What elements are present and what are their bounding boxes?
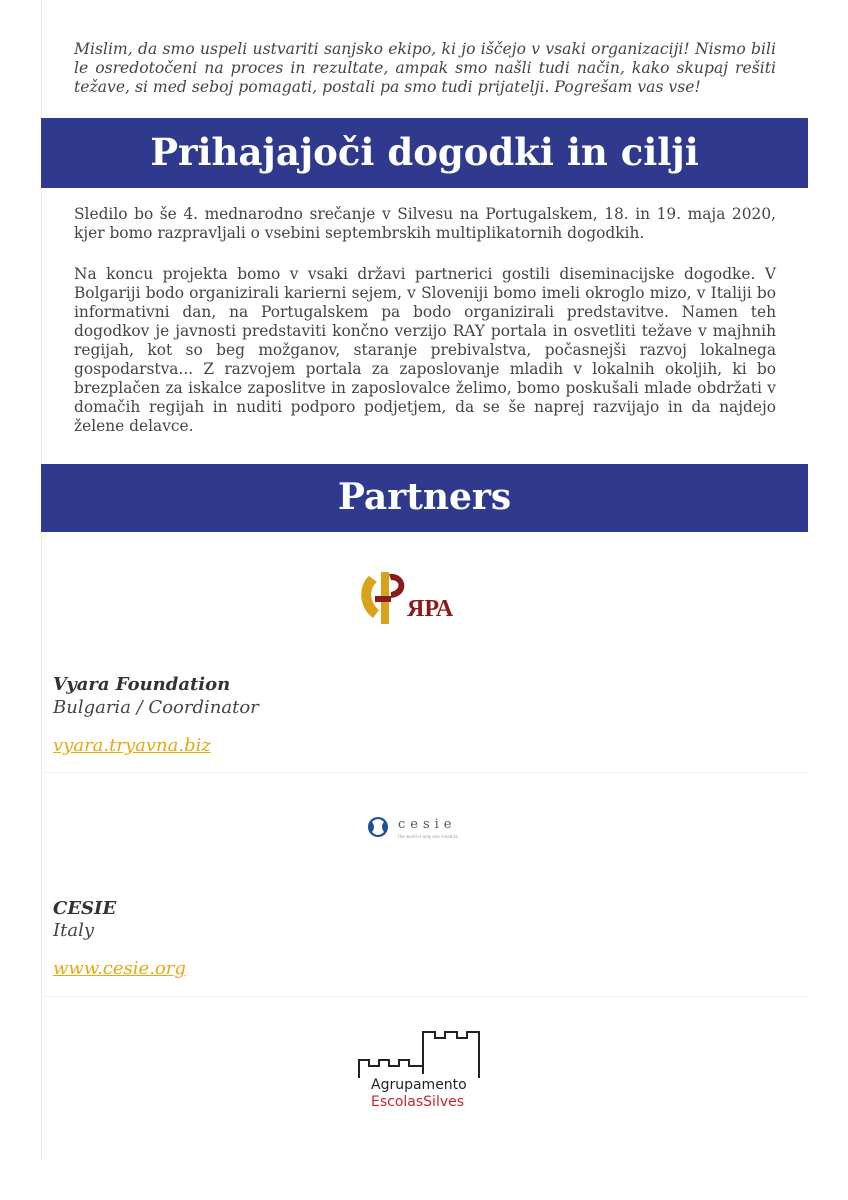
vyara-logo-text: ЯРА <box>406 596 453 622</box>
partner-name: Vyara Foundation <box>53 674 231 695</box>
events-title: Prihajajoči dogodki in cilji <box>150 130 699 174</box>
partner-card-cesie <box>41 774 808 998</box>
agrupamento-logo-line1: Agrupamento <box>370 1077 467 1093</box>
cesie-logo-text: cesie <box>397 817 456 832</box>
partner-link-cesie[interactable]: www.cesie.org <box>53 958 186 979</box>
testimonial-quote: Mislim, da smo uspeli ustvariti sanjsko ekipo, ki jo iščejo v vsaki organizaciji! Nismo bili le osredotočeni na proces in rezultate, ampak smo našli tudi način, kako skupaj rešiti težave, si med seboj pomagati, postali pa smo tudi prijatelji. Pogrešam vas vse! <box>74 40 776 96</box>
partner-divider <box>41 996 808 997</box>
partner-country: Bulgaria / Coordinator <box>53 697 259 718</box>
partner-link-vyara[interactable]: vyara.tryavna.biz <box>53 735 211 756</box>
partner-divider <box>41 772 808 773</box>
vyara-logo <box>41 566 808 630</box>
partners-title: Partners <box>337 476 512 518</box>
cesie-logo <box>41 812 808 842</box>
events-banner <box>41 118 808 188</box>
partner-card-agrupamento <box>41 998 808 1158</box>
events-paragraph-2: Na koncu projekta bomo v vsaki državi partnerici gostili diseminacijske dogodke. V Bolgariji bodo organizirali karierni sejem, v Sloveniji bomo imeli okroglo mizo, v Italiji bo informativni dan, na Portugalskem pa bodo organizirali predstavitve. Namen teh dogodkov je javnosti predstaviti končno verzijo RAY portala in osvetliti težave v majhnih regijah, kot so beg možganov, staranje prebivalstva, počasnejši razvoj lokalnega gospodarstva... Z razvojem portala za zaposlovanje mladih v lokalnih okoljih, ki bo brezplačen za iskalce zaposlitve in zaposlovalce želimo, bomo poskušali mlade obdržati v domačih regijah in nuditi podporo podjetjem, da se še naprej razvijajo in da najdejo želene delavce. <box>74 265 776 435</box>
agrupamento-logo-line2: EscolasSilves <box>370 1094 464 1110</box>
events-paragraph-1: Sledilo bo še 4. mednarodno srečanje v Silvesu na Portugalskem, 18. in 19. maja 2020, kjer bomo razpravljali o vsebini septembrskih multiplikatornih dogodkih. <box>74 205 776 242</box>
agrupamento-logo <box>41 1028 808 1114</box>
partner-name: CESIE <box>53 898 117 919</box>
cesie-logo-tagline: the world is only one creature <box>397 834 458 839</box>
vyara-logo-icon <box>355 566 495 630</box>
partner-country: Italy <box>53 920 95 941</box>
partners-banner <box>41 464 808 532</box>
cesie-logo-icon <box>366 812 484 842</box>
castle-icon <box>357 1028 493 1114</box>
partner-card-vyara <box>41 532 808 774</box>
